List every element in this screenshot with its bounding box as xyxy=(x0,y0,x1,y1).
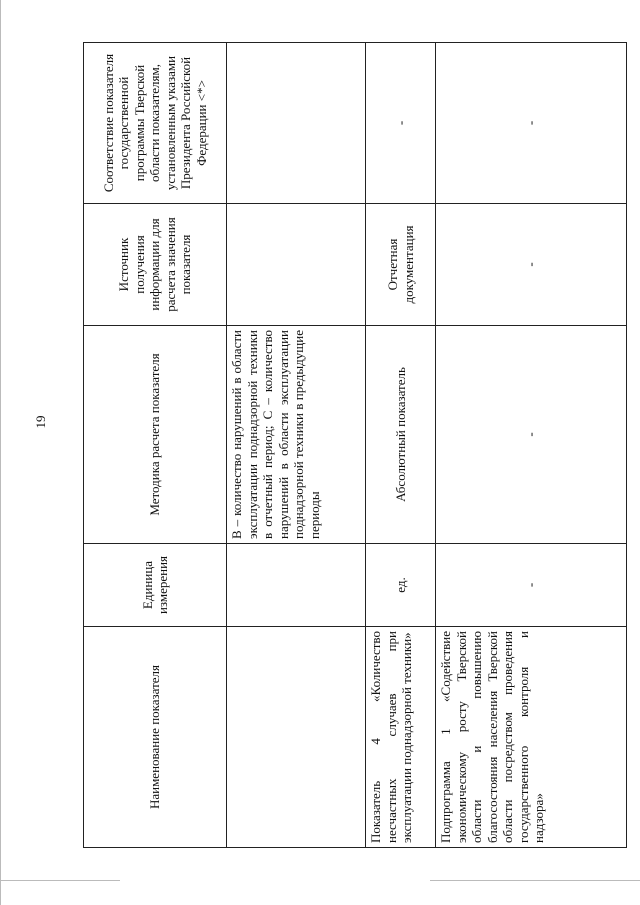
header-method: Методика расчета показателя xyxy=(84,326,227,544)
cell: В – количество нарушений в области эксплуатации поднадзорной техники в отчетный период; С – количество нарушений в области эксплуатации поднадзорной техники в предыдущие периоды xyxy=(227,326,366,544)
cell xyxy=(227,204,366,326)
cell: - xyxy=(436,43,627,204)
page-number: 19 xyxy=(33,415,48,429)
header-compliance: Соответствие показателя государственной программы Тверской области показателям, установленным указами Президента Российской Федерации <*> xyxy=(84,43,227,204)
cell: - xyxy=(436,204,627,326)
cell: Подпрограмма 1 «Содействие экономическому росту Тверской области и повышению благосостояния населения Тверской области посредством проведения государственного контроля и надзора» xyxy=(436,627,627,848)
table-row xyxy=(366,43,436,848)
cell xyxy=(227,43,366,204)
indicator-table xyxy=(83,42,627,848)
cell xyxy=(227,544,366,627)
cell: - xyxy=(436,544,627,627)
cell: - xyxy=(366,43,436,204)
table-header-row xyxy=(84,43,227,848)
cell: - xyxy=(436,326,627,544)
header-unit: Единица измерения xyxy=(84,544,227,627)
cell: Отчетная документация xyxy=(366,204,436,326)
cell: Абсолютный показатель xyxy=(366,326,436,544)
scan-edge-mark xyxy=(0,880,120,881)
cell: ед. xyxy=(366,544,436,627)
table-row xyxy=(227,43,366,848)
header-indicator-name: Наименование показателя xyxy=(84,627,227,848)
header-source: Источник получения информации для расчета значения показателя xyxy=(84,204,227,326)
table-row xyxy=(436,43,627,848)
cell: Показатель 4 «Количество несчастных случаев при эксплуатации поднадзорной техники» xyxy=(366,627,436,848)
scan-edge-mark xyxy=(0,0,1,905)
scan-edge-mark xyxy=(430,880,640,881)
cell xyxy=(227,627,366,848)
indicator-table-rotated xyxy=(83,43,627,848)
